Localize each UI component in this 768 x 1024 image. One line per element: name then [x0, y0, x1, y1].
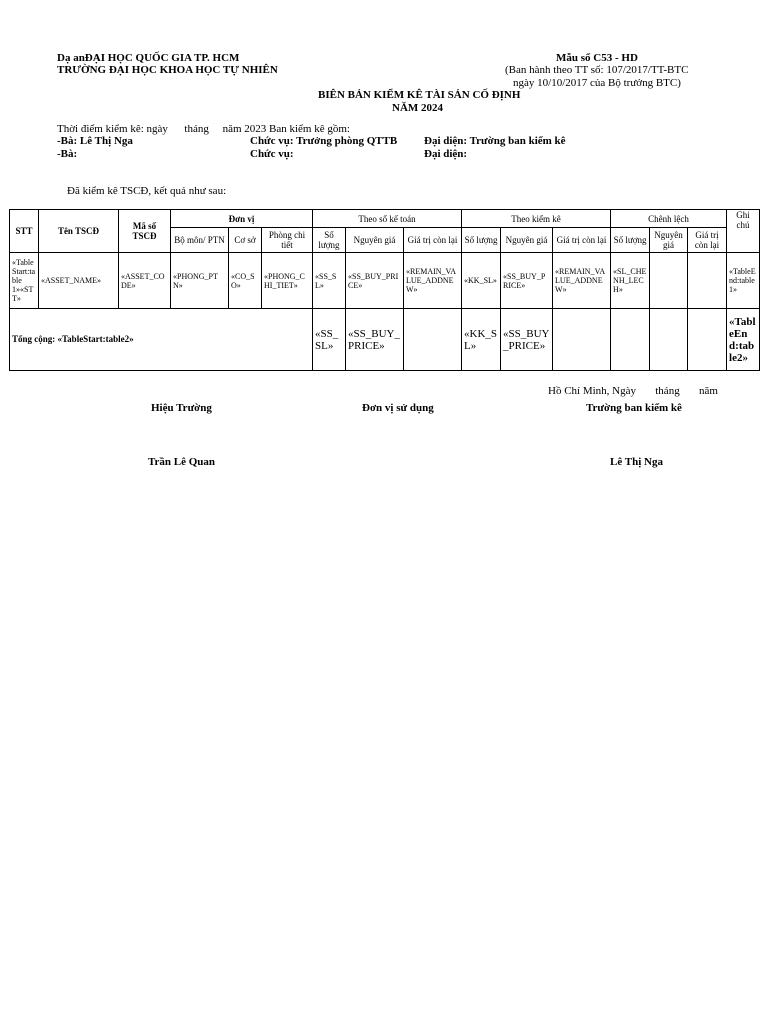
th-unit: Đơn vị	[171, 210, 313, 228]
doc-title: BIÊN BẢN KIỂM KÊ TÀI SẢN CỐ ĐỊNH	[318, 89, 521, 101]
total-note: «TableEnd:table2»	[727, 309, 760, 371]
th-count-price: Nguyên giá	[501, 228, 553, 253]
th-count-remain: Giá trị còn lại	[553, 228, 611, 253]
total-count-qty: «KK_SL»	[462, 309, 501, 371]
result-line: Đã kiểm kê TSCĐ, kết quả như sau:	[67, 185, 227, 197]
total-diff-qty	[611, 309, 650, 371]
total-books-qty: «SS_SL»	[313, 309, 346, 371]
total-books-price: «SS_BUY_PRICE»	[346, 309, 404, 371]
th-diff-price: Nguyên giá	[650, 228, 688, 253]
sign-title-head: Trường ban kiểm kê	[586, 402, 682, 414]
cell-books-price: «SS_BUY_PRICE»	[346, 253, 404, 309]
th-difference: Chênh lệch	[611, 210, 727, 228]
cell-asset-code: «ASSET_CODE»	[119, 253, 171, 309]
issued-line-1: (Ban hành theo TT số: 107/2017/TT-BTC	[505, 64, 689, 76]
table-row	[10, 253, 760, 309]
th-stt: STT	[10, 210, 39, 253]
sign-title-principal: Hiệu Trường	[151, 402, 212, 414]
th-note: Ghi chú	[727, 210, 760, 253]
sign-title-user-unit: Đơn vị sử dụng	[362, 402, 434, 414]
member1-role: Chức vụ: Trưởng phòng QTTB	[250, 135, 398, 147]
total-count-remain	[553, 309, 611, 371]
member2-name: -Bà:	[57, 148, 78, 160]
doc-year: NĂM 2024	[392, 102, 444, 114]
th-asset-name: Tên TSCĐ	[39, 210, 119, 253]
member2-role: Chức vụ:	[250, 148, 294, 160]
th-per-count: Theo kiểm kê	[462, 210, 611, 228]
org-line-1: Dạ anĐẠI HỌC QUỐC GIA TP. HCM	[57, 52, 240, 64]
member2-rep: Đại diện:	[424, 148, 468, 160]
total-row	[10, 309, 760, 371]
cell-note: «TableEnd:table1»	[727, 253, 760, 309]
cell-asset-name: «ASSET_NAME»	[39, 253, 119, 309]
cell-diff-remain	[688, 253, 727, 309]
th-books-price: Nguyên giá	[346, 228, 404, 253]
cell-count-price: «SS_BUY_PRICE»	[501, 253, 553, 309]
asset-table	[9, 209, 760, 371]
form-number: Mẫu số C53 - HD	[556, 52, 638, 64]
sign-name-principal: Trần Lê Quan	[148, 456, 216, 468]
member1-rep: Đại diện: Trường ban kiểm kê	[424, 135, 566, 147]
total-count-price: «SS_BUY_PRICE»	[501, 309, 553, 371]
th-per-books: Theo sổ kế toán	[313, 210, 462, 228]
cell-count-qty: «KK_SL»	[462, 253, 501, 309]
th-diff-remain: Giá trị còn lại	[688, 228, 727, 253]
total-diff-price	[650, 309, 688, 371]
cell-campus: «CO_SO»	[229, 253, 262, 309]
th-asset-code: Mã số TSCĐ	[119, 210, 171, 253]
cell-department: «PHONG_PTN»	[171, 253, 229, 309]
cell-stt: «TableStart:table1»«STT»	[10, 253, 39, 309]
member1-name: -Bà: Lê Thị Nga	[57, 135, 133, 147]
th-room: Phòng chi tiết	[262, 228, 313, 253]
th-books-remain: Giá trị còn lại	[404, 228, 462, 253]
th-department: Bộ môn/ PTN	[171, 228, 229, 253]
cell-count-remain: «REMAIN_VALUE_ADDNEW»	[553, 253, 611, 309]
total-diff-remain	[688, 309, 727, 371]
place-date: Hồ Chí Minh, Ngày tháng năm	[548, 385, 718, 397]
cell-room: «PHONG_CHI_TIET»	[262, 253, 313, 309]
issued-line-2: ngày 10/10/2017 của Bộ trưởng BTC)	[513, 77, 681, 89]
org-line-2: TRƯỜNG ĐẠI HỌC KHOA HỌC TỰ NHIÊN	[57, 64, 278, 76]
total-label: Tổng cộng: «TableStart:table2»	[10, 309, 313, 371]
sign-name-head: Lê Thị Nga	[610, 456, 663, 468]
total-books-remain	[404, 309, 462, 371]
th-diff-qty: Số lượng	[611, 228, 650, 253]
th-books-qty: Số lượng	[313, 228, 346, 253]
th-count-qty: Số lượng	[462, 228, 501, 253]
cell-books-remain: «REMAIN_VALUE_ADDNEW»	[404, 253, 462, 309]
cell-diff-price	[650, 253, 688, 309]
cell-books-qty: «SS_SL»	[313, 253, 346, 309]
cell-diff-qty: «SL_CHENH_LECH»	[611, 253, 650, 309]
inventory-time: Thời điểm kiểm kê: ngày tháng năm 2023 Ban kiểm kê gồm:	[57, 123, 350, 135]
th-campus: Cơ sở	[229, 228, 262, 253]
